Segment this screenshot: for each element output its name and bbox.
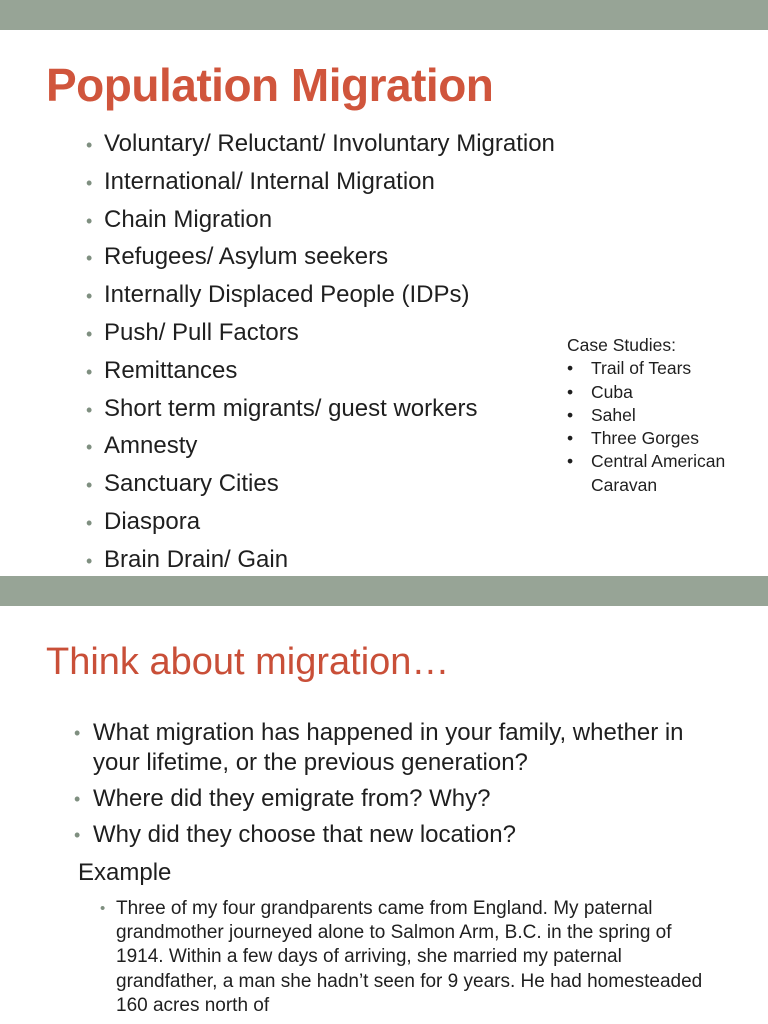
case-studies-box: [567, 334, 767, 497]
bullet-icon: •: [86, 172, 93, 193]
list-item: • Trail of Tears: [567, 357, 767, 380]
list-item: • Short term migrants/ guest workers: [86, 391, 555, 429]
list-item: • Diaspora: [86, 504, 555, 542]
bullet-icon: •: [100, 900, 106, 917]
list-item: • Remittances: [86, 353, 555, 391]
bullet-icon: •: [74, 723, 81, 743]
middle-divider-band: [0, 576, 768, 606]
case-studies-list: [567, 357, 767, 497]
bullet-icon: •: [86, 286, 93, 307]
list-item: • Amnesty: [86, 428, 555, 466]
list-item: • Three Gorges: [567, 427, 767, 450]
bullet-icon: •: [86, 210, 93, 231]
example-label: Example: [78, 859, 172, 886]
list-item: • Push/ Pull Factors: [86, 315, 555, 353]
example-paragraph: • Three of my four grandparents came from England. My paternal grandmother journeyed alone to Salmon Arm, B.C. in the spring of 1914. Within a few days of arriving, she married my paternal grandfather, a man she hadn’t seen for 9 years. He had homesteaded 160 acres north of: [100, 898, 703, 1016]
list-item: • Sahel: [567, 404, 767, 427]
bullet-icon: •: [86, 550, 93, 571]
list-item: • Chain Migration: [86, 202, 555, 240]
list-item: • Where did they emigrate from? Why?: [74, 785, 491, 812]
bullet-icon: •: [74, 789, 81, 809]
list-item: • International/ Internal Migration: [86, 164, 555, 202]
bullet-icon: •: [86, 399, 93, 420]
bullet-icon: •: [86, 437, 93, 458]
bullet-icon: •: [86, 248, 93, 269]
list-item: • Cuba: [567, 381, 767, 404]
slide-population-migration: [0, 30, 768, 576]
list-item: • Refugees/ Asylum seekers: [86, 239, 555, 277]
bullet-icon: •: [567, 381, 574, 402]
list-item: • Voluntary/ Reluctant/ Involuntary Migration: [86, 126, 555, 164]
list-item: • Central American Caravan: [567, 451, 726, 495]
bullet-icon: •: [567, 428, 574, 449]
case-studies-heading: Case Studies:: [567, 335, 676, 355]
bullet-icon: •: [86, 135, 93, 155]
list-item: • Internally Displaced People (IDPs): [86, 277, 555, 315]
bullet-icon: •: [86, 323, 93, 344]
migration-terms-list: [86, 126, 555, 580]
list-item: • Why did they choose that new location?: [74, 821, 516, 848]
top-divider-band: [0, 0, 768, 30]
slide-1-title: Population Migration: [46, 59, 494, 111]
bullet-icon: •: [74, 825, 81, 845]
list-item: • Brain Drain/ Gain: [86, 542, 555, 580]
bullet-icon: •: [86, 512, 93, 533]
slide-think-about-migration: [0, 606, 768, 1024]
bullet-icon: •: [86, 361, 93, 382]
bullet-icon: •: [567, 451, 574, 472]
bullet-icon: •: [86, 475, 93, 496]
bullet-icon: •: [567, 404, 574, 425]
bullet-icon: •: [567, 358, 574, 379]
slide-2-title: Think about migration…: [46, 641, 450, 683]
list-item: • Sanctuary Cities: [86, 466, 555, 504]
reflection-questions-list: [74, 718, 713, 856]
list-item: • What migration has happened in your family, whether in your lifetime, or the previous generation?: [74, 719, 684, 776]
